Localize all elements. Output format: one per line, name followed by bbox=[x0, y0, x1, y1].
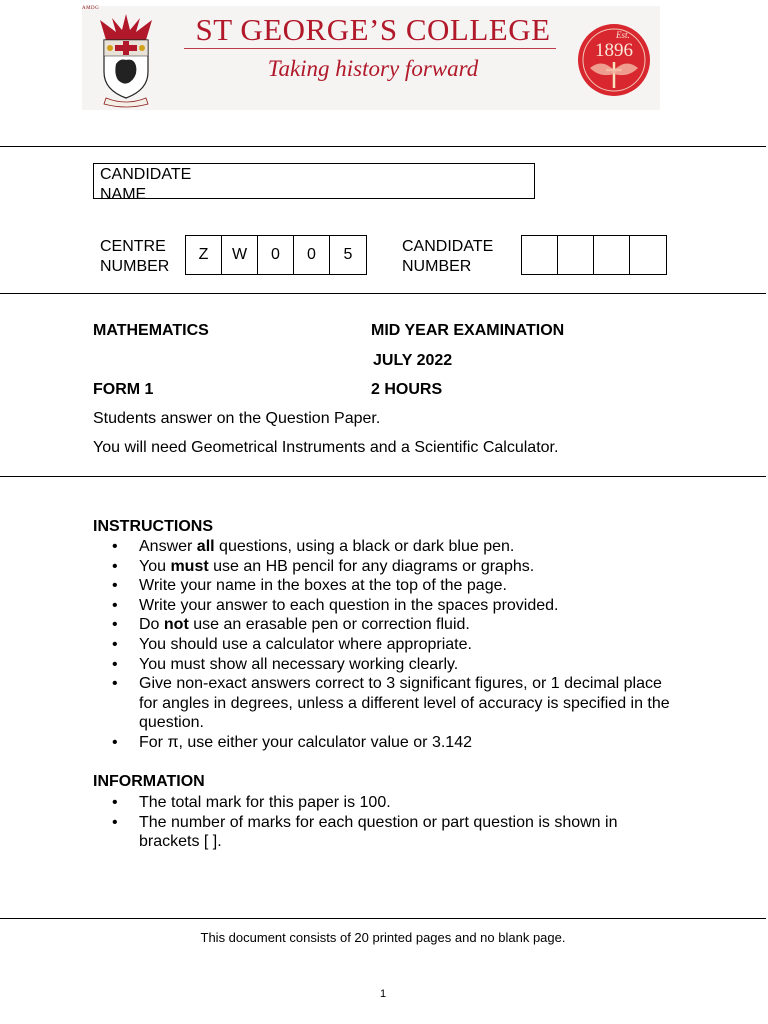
centre-label-line2: NUMBER bbox=[100, 258, 170, 275]
title-underline bbox=[184, 48, 556, 49]
candidate-name-field[interactable] bbox=[93, 163, 535, 199]
candidate-digit-box[interactable] bbox=[522, 236, 558, 274]
centre-digit: 5 bbox=[343, 246, 353, 263]
list-item: • Write your answer to each question in the spaces provided. bbox=[112, 596, 559, 614]
amdg-text: AMDG bbox=[82, 6, 100, 11]
centre-digit: 0 bbox=[258, 236, 294, 274]
answer-note: Students answer on the Question Paper. bbox=[93, 410, 381, 427]
divider-lower bbox=[0, 476, 766, 477]
information-heading: INFORMATION bbox=[93, 773, 205, 790]
exam-date: JULY 2022 bbox=[373, 352, 453, 369]
list-item: • You must use an HB pencil for any diagrams or graphs. bbox=[112, 557, 535, 575]
exam-type: MID YEAR EXAMINATION bbox=[371, 322, 565, 339]
equipment-note: You will need Geometrical Instruments and a Scientific Calculator. bbox=[93, 439, 559, 456]
list-item: • Do not use an erasable pen or correction fluid. bbox=[112, 616, 470, 634]
candidate-number-boxes[interactable] bbox=[521, 235, 667, 275]
candidate-digit-box[interactable] bbox=[594, 236, 630, 274]
school-crest-logo bbox=[94, 10, 158, 108]
divider-footer bbox=[0, 918, 766, 919]
candidate-name-label: CANDIDATE NAME bbox=[100, 166, 192, 199]
candidate-digit-box[interactable] bbox=[558, 236, 594, 274]
centre-digit: W bbox=[222, 236, 258, 274]
header-banner bbox=[82, 6, 660, 110]
list-item: • You must show all necessary working clearly. bbox=[112, 655, 459, 673]
school-motto: Taking history forward bbox=[267, 56, 479, 81]
instructions-list bbox=[112, 537, 672, 753]
candidate-label-line1: CANDIDATE bbox=[402, 238, 494, 255]
candidate-number-label bbox=[402, 237, 493, 277]
divider-mid bbox=[0, 293, 766, 294]
list-item: • The number of marks for each question or part question is shown in brackets [ ]. bbox=[112, 813, 618, 851]
list-item: • For π, use either your calculator value or 3.142 bbox=[112, 733, 472, 751]
divider-top bbox=[0, 146, 766, 147]
school-name: ST GEORGE’S COLLEGE bbox=[195, 12, 551, 47]
centre-number-label bbox=[100, 237, 169, 277]
centre-digit: 0 bbox=[294, 236, 330, 274]
candidate-label-line2: NUMBER bbox=[402, 258, 472, 275]
seal-est-text: Est. bbox=[616, 30, 630, 40]
list-item: • Give non-exact answers correct to 3 significant figures, or 1 decimal place for angles in degrees, unless a different level of accuracy is specified in the question. bbox=[112, 675, 670, 732]
information-list bbox=[112, 793, 672, 852]
form-level: FORM 1 bbox=[93, 381, 154, 398]
seal-year-text: 1896 bbox=[595, 40, 633, 61]
list-item: • You should use a calculator where appropriate. bbox=[112, 635, 472, 653]
centre-label-line1: CENTRE bbox=[100, 238, 166, 255]
centre-digit: Z bbox=[186, 236, 222, 274]
list-item: • The total mark for this paper is 100. bbox=[112, 794, 391, 811]
subject-title: MATHEMATICS bbox=[93, 322, 209, 339]
page-number: 1 bbox=[379, 988, 387, 1000]
anniversary-seal-logo bbox=[576, 22, 652, 98]
page-count-note: This document consists of 20 printed pages and no blank page. bbox=[200, 930, 566, 945]
centre-number-boxes bbox=[185, 235, 367, 275]
candidate-digit-box[interactable] bbox=[630, 236, 666, 274]
list-item: • Write your name in the boxes at the top of the page. bbox=[112, 577, 507, 595]
list-item: • Answer all questions, using a black or dark blue pen. bbox=[112, 538, 515, 555]
instructions-heading: INSTRUCTIONS bbox=[93, 518, 213, 535]
exam-duration: 2 HOURS bbox=[371, 381, 443, 398]
